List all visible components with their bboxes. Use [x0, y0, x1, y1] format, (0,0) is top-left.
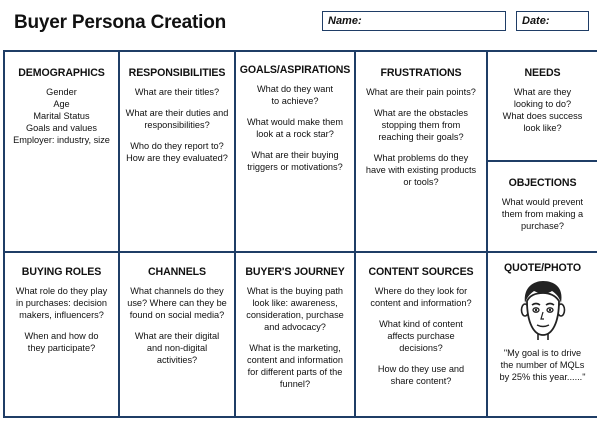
quote-photo-section [488, 262, 597, 392]
question: Who do they report to? How are they evaluated? [126, 141, 228, 163]
question: What would make them look at a rock star? [247, 117, 343, 139]
content-sources-section [356, 266, 486, 396]
name-label: Name: [328, 15, 362, 27]
question: What problems do they have with existing products or tools? [365, 153, 477, 187]
objections-heading: OBJECTIONS [508, 177, 577, 189]
demographics-section [5, 67, 118, 146]
question: What is the buying path look like: awareness, consideration, purchase and advocacy? [246, 286, 344, 332]
demographic-item: Goals and values [26, 123, 97, 133]
question: What are they looking to do? [513, 87, 572, 109]
question: What channels do they use? Where can they be found on social media? [127, 286, 227, 320]
demographic-item: Employer: industry, size [13, 135, 110, 145]
objections-section [488, 177, 597, 241]
question: What are their duties and responsibilities? [125, 108, 229, 130]
demographic-item: Age [53, 99, 70, 109]
persona-quote: "My goal is to drive the number of MQLs by 25% this year......" [499, 348, 586, 382]
question: What does success look like? [502, 111, 583, 133]
divider [486, 160, 597, 162]
needs-heading: NEEDS [524, 67, 561, 79]
question: What is the marketing, content and information for different parts of the funnel? [246, 343, 344, 389]
date-label: Date: [522, 15, 550, 27]
demographic-item: Gender [46, 87, 77, 97]
question: What would prevent them from making a purchase? [501, 197, 584, 231]
question: What do they want to achieve? [256, 84, 334, 106]
page-title: Buyer Persona Creation [14, 12, 227, 33]
quote-photo-heading: QUOTE/PHOTO [504, 262, 581, 274]
persona-grid [3, 50, 597, 418]
responsibilities-section [120, 67, 234, 173]
goals-heading: GOALS/ASPIRATIONS [239, 64, 351, 76]
buyers-journey-heading: BUYER'S JOURNEY [245, 266, 345, 278]
question: What kind of content affects purchase decisions? [379, 319, 463, 353]
goals-section [236, 64, 354, 182]
question: What role do they play in purchases: decision makers, influencers? [15, 286, 108, 320]
question: What are their pain points? [366, 87, 476, 97]
responsibilities-heading: RESPONSIBILITIES [128, 67, 226, 79]
question: Where do they look for content and information? [370, 286, 472, 308]
question: What are their titles? [134, 87, 220, 97]
demographics-heading: DEMOGRAPHICS [18, 67, 105, 79]
question: What are their buying triggers or motivations? [247, 150, 343, 172]
divider [5, 251, 597, 253]
persona-face-icon [518, 279, 568, 341]
demographic-item: Marital Status [33, 111, 90, 121]
content-sources-heading: CONTENT SOURCES [368, 266, 474, 278]
buyers-journey-section [236, 266, 354, 399]
channels-section [120, 266, 234, 375]
channels-heading: CHANNELS [147, 266, 207, 278]
buying-roles-heading: BUYING ROLES [21, 266, 102, 278]
question: When and how do they participate? [24, 331, 99, 353]
date-field[interactable] [516, 11, 589, 31]
question: How do they use and share content? [377, 364, 465, 386]
frustrations-heading: FRUSTRATIONS [380, 67, 462, 79]
question: What are their digital and non-digital activities? [134, 331, 220, 365]
needs-section [488, 67, 597, 143]
question: What are the obstacles stopping them from reaching their goals? [374, 108, 468, 142]
frustrations-section [356, 67, 486, 197]
buying-roles-section [5, 266, 118, 363]
name-field[interactable] [322, 11, 506, 31]
